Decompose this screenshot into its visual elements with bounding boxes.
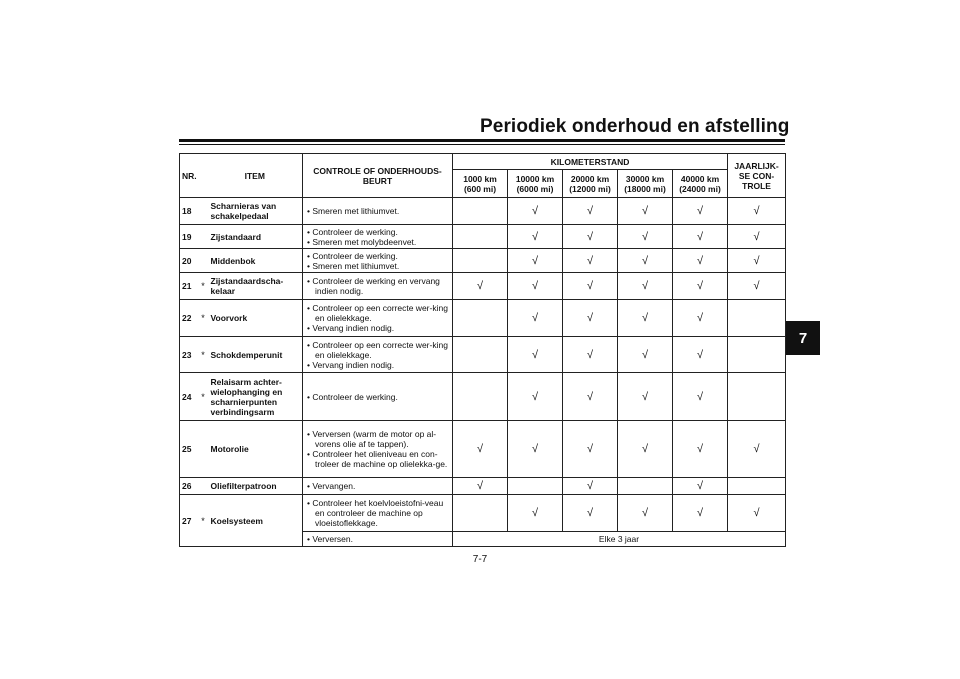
dealer-service-mark: * — [199, 373, 208, 421]
header-km-20000: 20000 km (12000 mi) — [563, 170, 618, 198]
row-control — [303, 225, 453, 249]
interval-check: √ — [673, 249, 728, 273]
row-item: Middenbok — [208, 249, 303, 273]
interval-check: √ — [673, 495, 728, 532]
annual-check: √ — [728, 273, 786, 300]
row-control — [303, 337, 453, 373]
interval-check — [508, 478, 563, 495]
interval-check: √ — [508, 495, 563, 532]
annual-check — [728, 373, 786, 421]
interval-check: √ — [508, 373, 563, 421]
interval-check: √ — [508, 198, 563, 225]
interval-check: √ — [563, 225, 618, 249]
table-row — [180, 249, 786, 273]
interval-check: √ — [563, 273, 618, 300]
interval-check: √ — [563, 421, 618, 478]
chapter-tab: 7 — [786, 321, 820, 355]
row-item: Koelsysteem — [208, 495, 303, 547]
header-star-spacer — [199, 154, 208, 198]
interval-check: √ — [673, 337, 728, 373]
row-item: Zijstandaard — [208, 225, 303, 249]
interval-check: √ — [618, 198, 673, 225]
control-bullet: • Verversen. — [307, 534, 353, 544]
header-km-group: KILOMETERSTAND — [453, 154, 728, 170]
row-number: 18 — [180, 198, 199, 225]
interval-check: √ — [673, 373, 728, 421]
dealer-service-mark — [199, 249, 208, 273]
row-control — [303, 421, 453, 478]
interval-check — [618, 478, 673, 495]
interval-check: √ — [563, 495, 618, 532]
interval-check: √ — [508, 225, 563, 249]
header-nr: NR. — [180, 154, 199, 198]
header-control: CONTROLE OF ONDERHOUDS-BEURT — [303, 154, 453, 198]
row-number: 19 — [180, 225, 199, 249]
row-number: 20 — [180, 249, 199, 273]
table-row — [180, 198, 786, 225]
interval-check: √ — [673, 421, 728, 478]
annual-check: √ — [728, 225, 786, 249]
dealer-service-mark: * — [199, 300, 208, 337]
interval-check: √ — [618, 273, 673, 300]
header-km-10000: 10000 km (6000 mi) — [508, 170, 563, 198]
interval-check — [453, 300, 508, 337]
control-bullet: • Smeren met molybdeenvet. — [307, 236, 417, 247]
row-item: Oliefilterpatroon — [208, 478, 303, 495]
interval-check: √ — [563, 249, 618, 273]
row-item: Zijstandaardscha-kelaar — [208, 273, 303, 300]
row-control — [303, 273, 453, 300]
page-number: 7-7 — [472, 554, 488, 565]
interval-check — [453, 249, 508, 273]
dealer-service-mark — [199, 421, 208, 478]
interval-check: √ — [673, 300, 728, 337]
interval-check: √ — [563, 337, 618, 373]
header-km-1000: 1000 km (600 mi) — [453, 170, 508, 198]
control-bullet: • Vervangen. — [307, 481, 356, 491]
dealer-service-mark — [199, 225, 208, 249]
dealer-service-mark: * — [199, 495, 208, 547]
title-rule-thick — [179, 139, 785, 142]
interval-check: √ — [673, 273, 728, 300]
row-number: 26 — [180, 478, 199, 495]
row-number: 21 — [180, 273, 199, 300]
interval-check: √ — [618, 225, 673, 249]
interval-check: √ — [618, 373, 673, 421]
annual-check: √ — [728, 249, 786, 273]
interval-check: √ — [508, 421, 563, 478]
annual-check — [728, 478, 786, 495]
annual-check: √ — [728, 495, 786, 532]
interval-check: √ — [508, 249, 563, 273]
row-number: 24 — [180, 373, 199, 421]
control-bullet: • Controleer de werking en vervang indien nodig. — [307, 276, 440, 296]
row-number: 25 — [180, 421, 199, 478]
coolant-interval: Elke 3 jaar — [453, 532, 786, 547]
interval-check — [453, 495, 508, 532]
interval-check: √ — [453, 273, 508, 300]
row-item: Scharnieras van schakelpedaal — [208, 198, 303, 225]
page-title: Periodiek onderhoud en afstelling — [480, 116, 790, 137]
row-item: Relaisarm achter-wielophanging en scharnierpunten verbindingsarm — [208, 373, 303, 421]
interval-check: √ — [618, 300, 673, 337]
interval-check — [453, 198, 508, 225]
row-item: Schokdemperunit — [208, 337, 303, 373]
interval-check: √ — [563, 478, 618, 495]
annual-check — [728, 337, 786, 373]
control-bullet: • Controleer op een correcte wer-king en olielekkage. — [307, 339, 448, 360]
row-control — [303, 198, 453, 225]
dealer-service-mark — [199, 478, 208, 495]
table-row — [180, 421, 786, 478]
row-number: 27 — [180, 495, 199, 547]
table-row — [180, 273, 786, 300]
interval-check: √ — [453, 421, 508, 478]
control-bullet: • Controleer de werking. — [307, 226, 398, 237]
interval-check: √ — [618, 495, 673, 532]
interval-check — [453, 337, 508, 373]
interval-check: √ — [508, 300, 563, 337]
interval-check: √ — [508, 273, 563, 300]
table-row — [180, 478, 786, 495]
title-rule-thin — [179, 144, 785, 145]
annual-check: √ — [728, 198, 786, 225]
control-bullet: • Controleer op een correcte wer-king en olielekkage. — [307, 303, 448, 323]
annual-check: √ — [728, 421, 786, 478]
interval-check: √ — [673, 198, 728, 225]
interval-check: √ — [563, 198, 618, 225]
row-item: Voorvork — [208, 300, 303, 337]
header-annual: JAARLIJK-SE CON-TROLE — [728, 154, 786, 198]
interval-check: √ — [563, 373, 618, 421]
interval-check — [453, 225, 508, 249]
dealer-service-mark: * — [199, 337, 208, 373]
row-control — [303, 373, 453, 421]
interval-check: √ — [673, 478, 728, 495]
control-bullet: • Smeren met lithiumvet. — [307, 206, 400, 216]
row-control — [303, 478, 453, 495]
interval-check: √ — [618, 421, 673, 478]
row-number: 23 — [180, 337, 199, 373]
control-bullet: • Vervang indien nodig. — [307, 359, 395, 370]
interval-check: √ — [453, 478, 508, 495]
control-bullet: • Smeren met lithiumvet. — [307, 260, 400, 271]
row-item: Motorolie — [208, 421, 303, 478]
table-row — [180, 337, 786, 373]
control-bullet: • Controleer de werking. — [307, 250, 398, 261]
table-row — [180, 300, 786, 337]
interval-check: √ — [618, 337, 673, 373]
table-row — [180, 495, 786, 532]
table-row — [180, 225, 786, 249]
table-body — [180, 198, 786, 547]
row-control — [303, 300, 453, 337]
row-control — [303, 495, 453, 532]
control-bullet: • Controleer het olieniveau en con-troleer de machine op olielekka-ge. — [307, 449, 448, 469]
interval-check: √ — [618, 249, 673, 273]
row-control — [303, 532, 453, 547]
maintenance-table — [179, 153, 786, 547]
interval-check: √ — [563, 300, 618, 337]
interval-check — [453, 373, 508, 421]
control-bullet: • Vervang indien nodig. — [307, 323, 395, 333]
row-control — [303, 249, 453, 273]
header-item: ITEM — [208, 154, 303, 198]
control-bullet: • Verversen (warm de motor op al-vorens olie af te tappen). — [307, 429, 437, 449]
dealer-service-mark — [199, 198, 208, 225]
control-bullet: • Controleer de werking. — [307, 391, 398, 402]
row-number: 22 — [180, 300, 199, 337]
header-km-40000: 40000 km (24000 mi) — [673, 170, 728, 198]
table-row — [180, 373, 786, 421]
interval-check: √ — [673, 225, 728, 249]
control-bullet: • Controleer het koelvloeistofni-veau en controleer de machine op vloeistoflekkage. — [307, 498, 444, 528]
annual-check — [728, 300, 786, 337]
dealer-service-mark: * — [199, 273, 208, 300]
header-km-30000: 30000 km (18000 mi) — [618, 170, 673, 198]
interval-check: √ — [508, 337, 563, 373]
